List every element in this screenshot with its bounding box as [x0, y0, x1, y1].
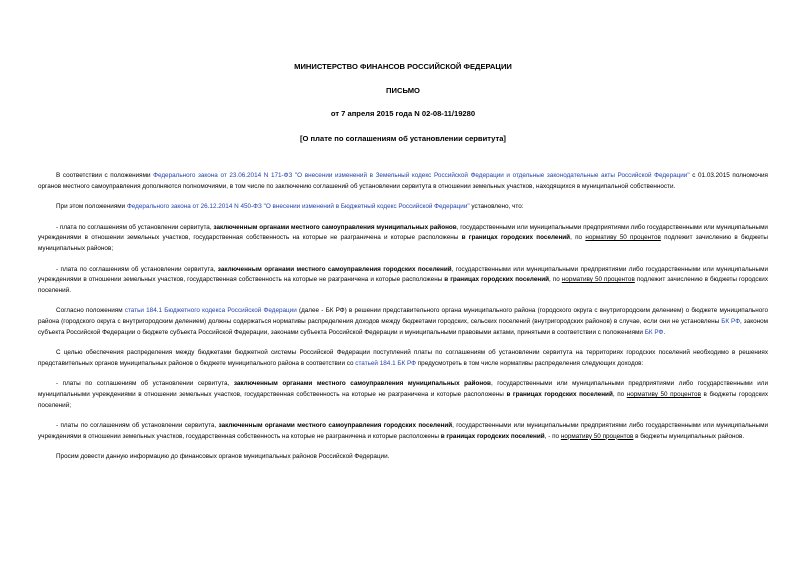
link-federal-law-171[interactable]: Федерального закона от 23.06.2014 N 171-ФЗ "О внесении изменений в Земельный кодекс Российской Федерации и отдельные законодательные акты Российской Федерации" [153, 172, 690, 179]
paragraph-text: подлежит зачислению в бюджеты муниципальных районов; [38, 234, 768, 252]
link-article-184-1[interactable]: статьи 184.1 Бюджетного кодекса Российской Федерации [124, 307, 297, 315]
paragraph-text: в бюджеты городских поселений; [38, 390, 768, 409]
paragraph-3 [38, 223, 768, 255]
bold-text: заключенным органами местного самоуправления городских поселений [218, 422, 453, 430]
paragraph-8 [38, 421, 768, 442]
paragraph-5 [38, 306, 768, 338]
underlined-text: нормативу 50 процентов [585, 234, 661, 242]
paragraph-text: - платы по соглашениям об установлении сервитута, [56, 380, 234, 388]
paragraph-text: В соответствии с положениями [56, 172, 154, 179]
letter-body [38, 62, 768, 463]
paragraph-text: подлежит зачислению в бюджеты городских поселений. [38, 276, 768, 294]
document-subject: [О плате по соглашениям об установлении сервитута] [300, 134, 506, 143]
bold-text: в границах городских поселений [506, 390, 613, 398]
paragraph-2 [38, 202, 768, 213]
paragraph-4 [38, 265, 768, 297]
document-date-number: от 7 апреля 2015 года N 02-08-11/19280 [330, 109, 476, 118]
link-article-184-1-bk[interactable]: статьей 184.1 БК РФ [355, 359, 416, 367]
link-federal-law-450[interactable]: Федерального закона от 26.12.2014 N 450-ФЗ "О внесении изменений в Бюджетный кодекс Российской Федерации" [126, 203, 470, 211]
ministry-heading: МИНИСТЕРСТВО ФИНАНСОВ РОССИЙСКОЙ ФЕДЕРАЦИИ [294, 62, 512, 71]
paragraph-text: , по [570, 234, 586, 242]
paragraph-text: - плата по соглашениям об установлении сервитута, [56, 223, 214, 231]
paragraph-text: - плата по соглашениям об установлении сервитута, [56, 265, 218, 273]
paragraph-1 [38, 171, 768, 192]
paragraph-text: Согласно положениям [56, 307, 125, 315]
paragraph-text: , государственными или муниципальными предприятиями либо государственными или муниципальными учреждениями в отношении земельных участков, государственная собственность на которые не разграничена и которые расположены [38, 223, 768, 242]
paragraph-text: . [663, 328, 666, 336]
paragraph-text: - платы по соглашениям об установлении сервитута, [56, 422, 219, 430]
underlined-text: нормативу 50 процентов [626, 390, 701, 398]
bold-text: заключенным органами местного самоуправления городских поселений [217, 265, 452, 273]
link-budget-code[interactable]: БК РФ [721, 317, 741, 325]
paragraph-text: , - по [544, 432, 561, 440]
document-type: ПИСЬМО [386, 86, 420, 95]
bold-text: в границах городских поселений [444, 276, 549, 284]
paragraph-text: , по [549, 276, 562, 284]
paragraph-text: установлено, что: [469, 203, 524, 211]
paragraph-text: , государственными или муниципальными предприятиями либо государственными или муниципальными учреждениями в отношении земельных участков, государственная собственность на которые не разграничена и которые расположены [38, 380, 769, 398]
bold-text: заключенным органами местного самоуправления муниципальных районов [213, 223, 457, 231]
paragraph-text: При этом положениями [56, 203, 127, 211]
paragraph-text: , по [612, 390, 627, 398]
bold-text: в границах городских поселений [440, 432, 545, 440]
paragraph-text: , государственными или муниципальными предприятиями либо государственными или муниципальными учреждениями в отношении земельных участков, государственная собственность на которые не разграничена и которые расположены [38, 265, 768, 284]
bold-text: заключенным органами местного самоуправления муниципальных районов [233, 380, 491, 388]
paragraph-6 [38, 348, 768, 369]
paragraph-text: с 01.03.2015 полномочия органов местного самоуправления дополняются полномочиями, в том числе по заключению соглашений об установлении сервитута в отношении земельных участков, находящихся в муниципальной собственности. [38, 172, 768, 190]
paragraph-9 [38, 452, 768, 463]
paragraph-text: Просим довести данную информацию до финансовых органов муниципальных районов Российской Федерации. [56, 453, 390, 461]
paragraph-text: , законом субъекта Российской Федерации о бюджете субъекта Российской Федерации, законами субъекта Российской Федерации и муниципальными правовыми актами, принятыми в соответствии с положениями [38, 317, 768, 336]
underlined-text: нормативу 50 процентов [561, 276, 635, 284]
paragraph-text: (далее - БК РФ) в решении представительного органа муниципального района (городского округа с внутригородским делением) о бюджете муниципального района (городского округа с внутригородским делением) должны содержаться нормативы распределения доходов между бюджетами городских, сельских поселений (внутригородских районов) в случае, если они не установлены [38, 307, 768, 325]
paragraph-text: предусмотреть в том числе нормативы распределения следующих доходов: [415, 359, 644, 367]
paragraph-text: в бюджеты муниципальных районов. [633, 432, 745, 440]
underlined-text: нормативу 50 процентов [560, 432, 634, 440]
paragraph-7 [38, 379, 768, 411]
bold-text: в границах городских поселений [461, 234, 571, 242]
paragraph-text: , государственными или муниципальными предприятиями либо государственными или муниципальными учреждениями в отношении земельных участков, государственная собственность на которые не разграничена и которые расположены [38, 422, 769, 440]
paragraph-text: С целью обеспечения распределения между бюджетами бюджетной системы Российской Федерации поступлений платы по соглашениям об установлении сервитута на территориях городских поселений необходимо в решениях представительных органов муниципальных районов о бюджете муниципального района в соответствии со [38, 349, 768, 367]
link-budget-code[interactable]: БК РФ [644, 328, 664, 336]
